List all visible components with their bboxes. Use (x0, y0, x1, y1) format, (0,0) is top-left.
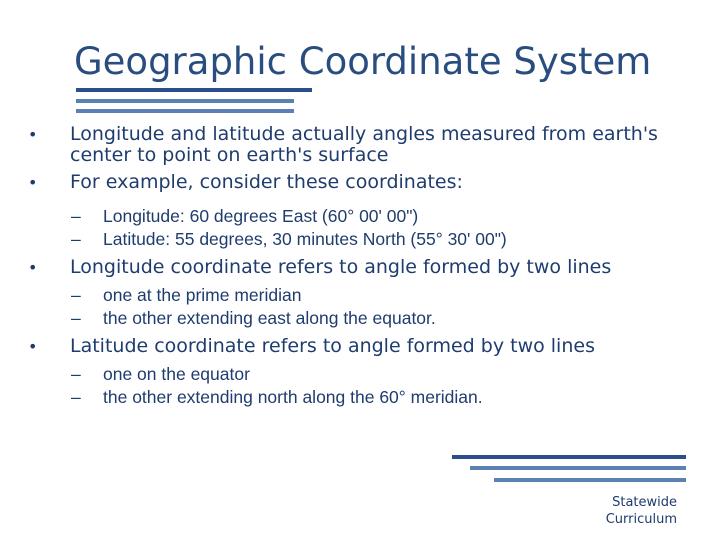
footer-line-1 (452, 455, 686, 459)
bullet-item (28, 257, 708, 278)
bullet-item (28, 336, 708, 357)
sub-bullet-item (28, 307, 708, 330)
sub-bullet-item (28, 205, 708, 228)
bullet-item (28, 172, 708, 193)
footer-line-3 (494, 478, 686, 482)
footer-line2: Curriculum (605, 512, 677, 527)
dash-icon: – (71, 364, 81, 384)
sub-bullet-text: the other extending east along the equator. (103, 308, 436, 328)
bullet-text: Latitude coordinate refers to angle formed by two lines (70, 335, 595, 357)
bullet-text: Longitude coordinate refers to angle formed by two lines (70, 256, 612, 278)
bullet-item (28, 124, 708, 166)
sub-bullet-text: one at the prime meridian (103, 285, 302, 305)
sub-bullet-text: Latitude: 55 degrees, 30 minutes North (55° 30' 00") (103, 229, 507, 249)
dash-icon: – (71, 387, 81, 407)
dash-icon: – (71, 285, 81, 305)
footer-line-2 (470, 466, 686, 470)
bullet-icon: • (28, 125, 38, 144)
sub-bullet-text: one on the equator (103, 364, 250, 384)
footer-label (606, 494, 677, 528)
title-underline-2 (76, 99, 294, 103)
dash-icon: – (71, 229, 81, 249)
sub-bullet-text: the other extending north along the 60° meridian. (103, 387, 483, 407)
title-underline-1 (76, 88, 312, 92)
sub-bullet-item (28, 228, 708, 251)
bullet-icon: • (28, 258, 38, 277)
sub-bullet-item (28, 363, 708, 386)
sub-bullet-item (28, 386, 708, 409)
bullet-icon: • (28, 173, 38, 192)
slide-title: Geographic Coordinate System (74, 40, 652, 83)
bullet-text: Longitude and latitude actually angles measured from earth's center to point on earth's surface (70, 123, 658, 166)
sub-bullet-text: Longitude: 60 degrees East (60° 00' 00") (103, 206, 419, 226)
dash-icon: – (71, 308, 81, 328)
footer-line1: Statewide (612, 495, 677, 510)
sub-bullet-item (28, 284, 708, 307)
bullet-text: For example, consider these coordinates: (70, 171, 463, 193)
bullet-icon: • (28, 337, 38, 356)
slide-body (28, 124, 708, 409)
dash-icon: – (71, 206, 81, 226)
title-underline-3 (76, 109, 294, 113)
